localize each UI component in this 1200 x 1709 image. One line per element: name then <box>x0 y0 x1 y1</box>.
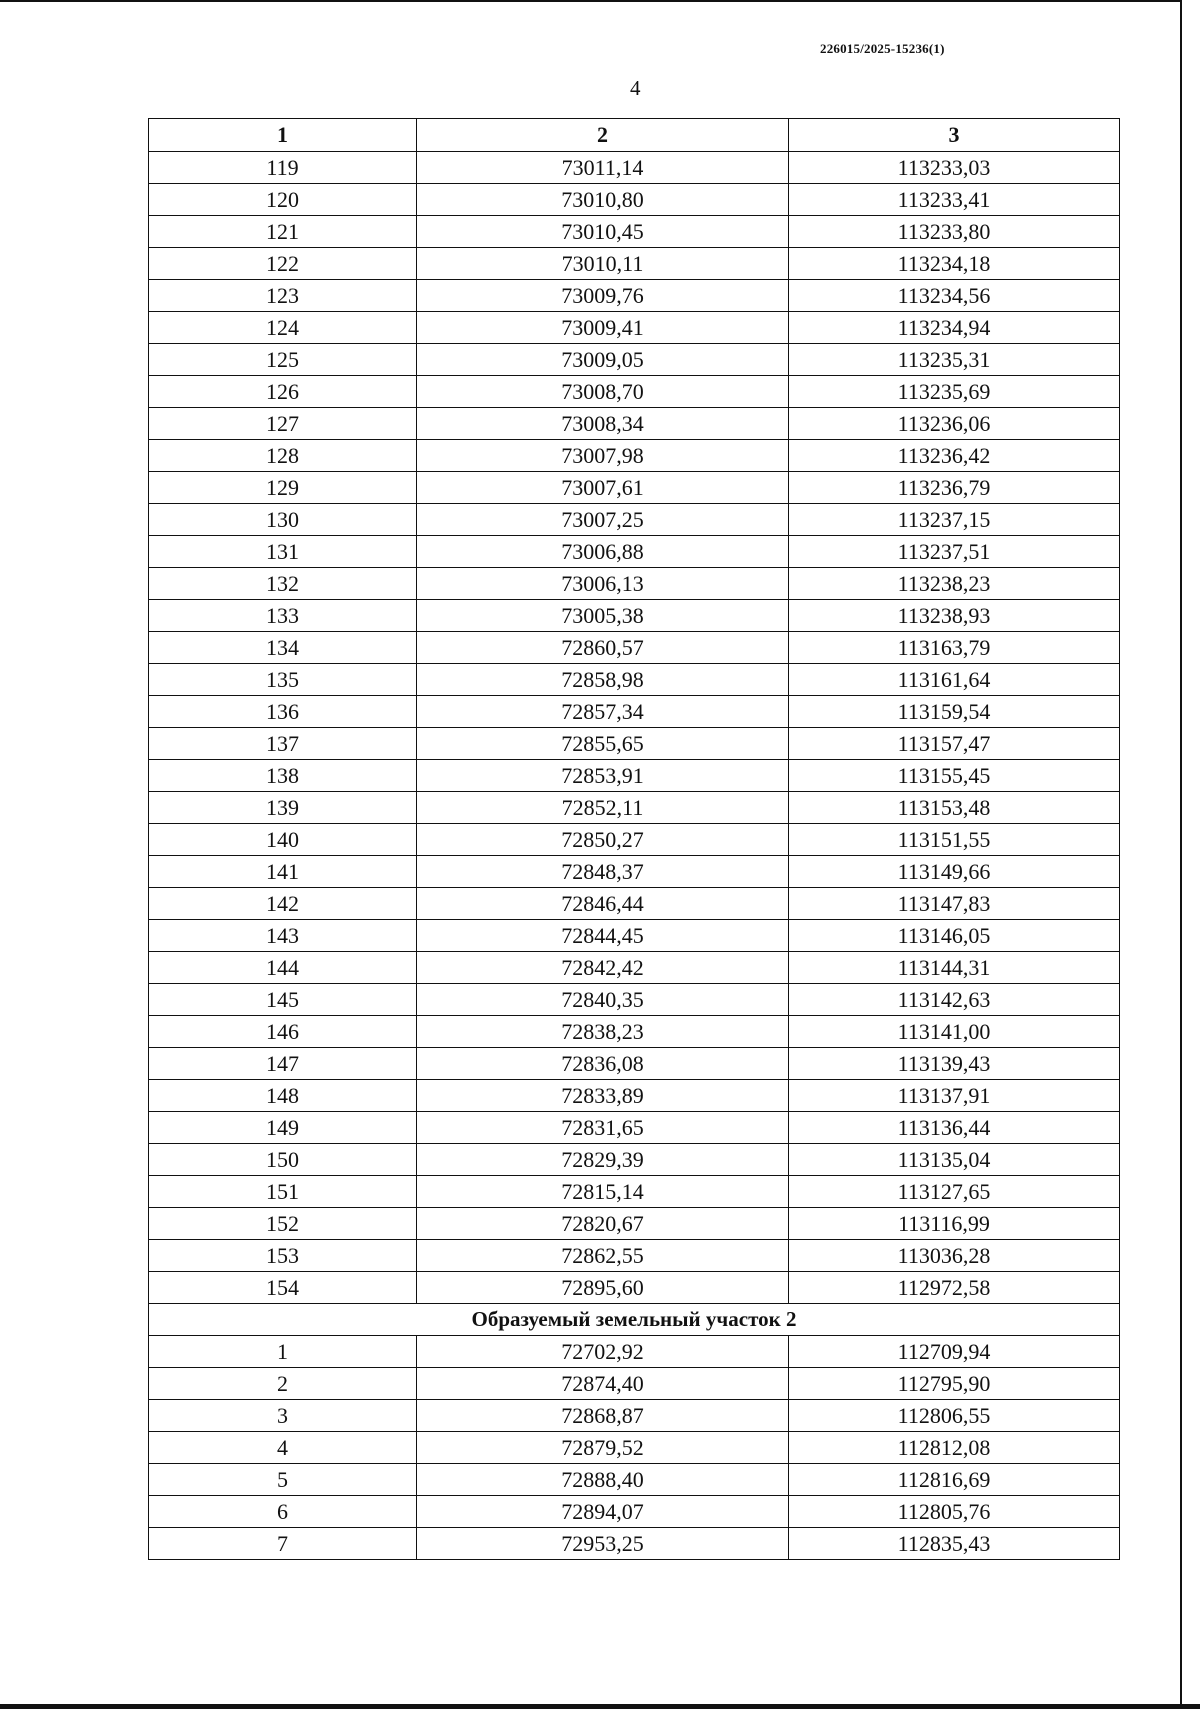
table-row <box>149 312 1120 344</box>
y-coordinate-cell: 113234,18 <box>789 248 1120 280</box>
table-row <box>149 984 1120 1016</box>
table-row <box>149 376 1120 408</box>
point-number-cell: 133 <box>149 600 417 632</box>
x-coordinate-cell: 73007,98 <box>417 440 789 472</box>
x-coordinate-cell: 72953,25 <box>417 1528 789 1560</box>
y-coordinate-cell: 112835,43 <box>789 1528 1120 1560</box>
y-coordinate-cell: 113233,03 <box>789 152 1120 184</box>
table-row <box>149 1240 1120 1272</box>
point-number-cell: 148 <box>149 1080 417 1112</box>
point-number-cell: 142 <box>149 888 417 920</box>
y-coordinate-cell: 113116,99 <box>789 1208 1120 1240</box>
table-row <box>149 280 1120 312</box>
column-header-1: 1 <box>149 119 417 152</box>
y-coordinate-cell: 113163,79 <box>789 632 1120 664</box>
x-coordinate-cell: 72857,34 <box>417 696 789 728</box>
x-coordinate-cell: 72848,37 <box>417 856 789 888</box>
table-row <box>149 472 1120 504</box>
table-row <box>149 920 1120 952</box>
x-coordinate-cell: 72895,60 <box>417 1272 789 1304</box>
table-row <box>149 568 1120 600</box>
page-number: 4 <box>630 76 641 100</box>
table-row <box>149 216 1120 248</box>
table-row <box>149 760 1120 792</box>
x-coordinate-cell: 73010,45 <box>417 216 789 248</box>
point-number-cell: 4 <box>149 1432 417 1464</box>
table-row <box>149 1048 1120 1080</box>
table-row <box>149 408 1120 440</box>
x-coordinate-cell: 72844,45 <box>417 920 789 952</box>
y-coordinate-cell: 113236,42 <box>789 440 1120 472</box>
table-row <box>149 344 1120 376</box>
table-row <box>149 632 1120 664</box>
table-row <box>149 536 1120 568</box>
point-number-cell: 120 <box>149 184 417 216</box>
table-row <box>149 952 1120 984</box>
header-row <box>149 119 1120 152</box>
x-coordinate-cell: 72831,65 <box>417 1112 789 1144</box>
point-number-cell: 147 <box>149 1048 417 1080</box>
x-coordinate-cell: 73009,76 <box>417 280 789 312</box>
table-row <box>149 1432 1120 1464</box>
y-coordinate-cell: 113235,31 <box>789 344 1120 376</box>
point-number-cell: 122 <box>149 248 417 280</box>
column-header-3: 3 <box>789 119 1120 152</box>
y-coordinate-cell: 113146,05 <box>789 920 1120 952</box>
x-coordinate-cell: 72833,89 <box>417 1080 789 1112</box>
table-row <box>149 728 1120 760</box>
x-coordinate-cell: 72838,23 <box>417 1016 789 1048</box>
table-row <box>149 248 1120 280</box>
point-number-cell: 149 <box>149 1112 417 1144</box>
x-coordinate-cell: 72850,27 <box>417 824 789 856</box>
y-coordinate-cell: 113135,04 <box>789 1144 1120 1176</box>
x-coordinate-cell: 72842,42 <box>417 952 789 984</box>
section-title: Образуемый земельный участок 2 <box>149 1304 1120 1336</box>
table-row <box>149 1528 1120 1560</box>
y-coordinate-cell: 112795,90 <box>789 1368 1120 1400</box>
point-number-cell: 145 <box>149 984 417 1016</box>
x-coordinate-cell: 72862,55 <box>417 1240 789 1272</box>
point-number-cell: 152 <box>149 1208 417 1240</box>
table-row <box>149 792 1120 824</box>
point-number-cell: 3 <box>149 1400 417 1432</box>
y-coordinate-cell: 112812,08 <box>789 1432 1120 1464</box>
point-number-cell: 154 <box>149 1272 417 1304</box>
table-row <box>149 440 1120 472</box>
x-coordinate-cell: 72702,92 <box>417 1336 789 1368</box>
y-coordinate-cell: 113159,54 <box>789 696 1120 728</box>
y-coordinate-cell: 113144,31 <box>789 952 1120 984</box>
y-coordinate-cell: 113238,23 <box>789 568 1120 600</box>
y-coordinate-cell: 113137,91 <box>789 1080 1120 1112</box>
coordinates-table <box>148 118 1120 1560</box>
y-coordinate-cell: 112972,58 <box>789 1272 1120 1304</box>
point-number-cell: 131 <box>149 536 417 568</box>
y-coordinate-cell: 113136,44 <box>789 1112 1120 1144</box>
x-coordinate-cell: 73006,13 <box>417 568 789 600</box>
point-number-cell: 125 <box>149 344 417 376</box>
point-number-cell: 121 <box>149 216 417 248</box>
table-row <box>149 600 1120 632</box>
point-number-cell: 153 <box>149 1240 417 1272</box>
point-number-cell: 137 <box>149 728 417 760</box>
x-coordinate-cell: 72858,98 <box>417 664 789 696</box>
y-coordinate-cell: 113147,83 <box>789 888 1120 920</box>
x-coordinate-cell: 72879,52 <box>417 1432 789 1464</box>
point-number-cell: 129 <box>149 472 417 504</box>
y-coordinate-cell: 112816,69 <box>789 1464 1120 1496</box>
point-number-cell: 135 <box>149 664 417 696</box>
x-coordinate-cell: 72846,44 <box>417 888 789 920</box>
x-coordinate-cell: 72860,57 <box>417 632 789 664</box>
point-number-cell: 130 <box>149 504 417 536</box>
point-number-cell: 151 <box>149 1176 417 1208</box>
table-row <box>149 1368 1120 1400</box>
point-number-cell: 150 <box>149 1144 417 1176</box>
table-row <box>149 824 1120 856</box>
y-coordinate-cell: 113235,69 <box>789 376 1120 408</box>
point-number-cell: 134 <box>149 632 417 664</box>
point-number-cell: 124 <box>149 312 417 344</box>
x-coordinate-cell: 72820,67 <box>417 1208 789 1240</box>
point-number-cell: 146 <box>149 1016 417 1048</box>
y-coordinate-cell: 113155,45 <box>789 760 1120 792</box>
y-coordinate-cell: 113233,80 <box>789 216 1120 248</box>
y-coordinate-cell: 113234,56 <box>789 280 1120 312</box>
y-coordinate-cell: 113141,00 <box>789 1016 1120 1048</box>
y-coordinate-cell: 113153,48 <box>789 792 1120 824</box>
x-coordinate-cell: 72894,07 <box>417 1496 789 1528</box>
table-row <box>149 1464 1120 1496</box>
scan-edge-top <box>0 0 1180 2</box>
x-coordinate-cell: 72888,40 <box>417 1464 789 1496</box>
table-row <box>149 696 1120 728</box>
x-coordinate-cell: 73005,38 <box>417 600 789 632</box>
table-row <box>149 1336 1120 1368</box>
y-coordinate-cell: 113127,65 <box>789 1176 1120 1208</box>
y-coordinate-cell: 113161,64 <box>789 664 1120 696</box>
table-row <box>149 1144 1120 1176</box>
y-coordinate-cell: 113238,93 <box>789 600 1120 632</box>
table-row <box>149 1272 1120 1304</box>
y-coordinate-cell: 113149,66 <box>789 856 1120 888</box>
y-coordinate-cell: 113036,28 <box>789 1240 1120 1272</box>
y-coordinate-cell: 113142,63 <box>789 984 1120 1016</box>
scan-edge-bottom <box>0 1704 1200 1709</box>
x-coordinate-cell: 72815,14 <box>417 1176 789 1208</box>
table-row <box>149 504 1120 536</box>
x-coordinate-cell: 73011,14 <box>417 152 789 184</box>
point-number-cell: 143 <box>149 920 417 952</box>
y-coordinate-cell: 112805,76 <box>789 1496 1120 1528</box>
y-coordinate-cell: 113237,51 <box>789 536 1120 568</box>
y-coordinate-cell: 113237,15 <box>789 504 1120 536</box>
table-row <box>149 1112 1120 1144</box>
table-body <box>149 152 1120 1560</box>
x-coordinate-cell: 73007,25 <box>417 504 789 536</box>
point-number-cell: 144 <box>149 952 417 984</box>
point-number-cell: 5 <box>149 1464 417 1496</box>
point-number-cell: 119 <box>149 152 417 184</box>
x-coordinate-cell: 72853,91 <box>417 760 789 792</box>
column-header-2: 2 <box>417 119 789 152</box>
section-title-row <box>149 1304 1120 1336</box>
x-coordinate-cell: 73008,34 <box>417 408 789 440</box>
x-coordinate-cell: 72836,08 <box>417 1048 789 1080</box>
table-row <box>149 184 1120 216</box>
point-number-cell: 6 <box>149 1496 417 1528</box>
table-row <box>149 152 1120 184</box>
table-row <box>149 856 1120 888</box>
y-coordinate-cell: 113139,43 <box>789 1048 1120 1080</box>
x-coordinate-cell: 73007,61 <box>417 472 789 504</box>
y-coordinate-cell: 112709,94 <box>789 1336 1120 1368</box>
table-row <box>149 1208 1120 1240</box>
point-number-cell: 123 <box>149 280 417 312</box>
point-number-cell: 126 <box>149 376 417 408</box>
point-number-cell: 1 <box>149 1336 417 1368</box>
x-coordinate-cell: 72840,35 <box>417 984 789 1016</box>
document-number: 226015/2025-15236(1) <box>820 41 945 56</box>
x-coordinate-cell: 72868,87 <box>417 1400 789 1432</box>
y-coordinate-cell: 112806,55 <box>789 1400 1120 1432</box>
table-row <box>149 664 1120 696</box>
table-row <box>149 1496 1120 1528</box>
table-header <box>149 119 1120 152</box>
point-number-cell: 140 <box>149 824 417 856</box>
y-coordinate-cell: 113236,79 <box>789 472 1120 504</box>
x-coordinate-cell: 73006,88 <box>417 536 789 568</box>
x-coordinate-cell: 73008,70 <box>417 376 789 408</box>
x-coordinate-cell: 72829,39 <box>417 1144 789 1176</box>
point-number-cell: 128 <box>149 440 417 472</box>
table-row <box>149 888 1120 920</box>
y-coordinate-cell: 113234,94 <box>789 312 1120 344</box>
point-number-cell: 2 <box>149 1368 417 1400</box>
point-number-cell: 141 <box>149 856 417 888</box>
x-coordinate-cell: 73009,41 <box>417 312 789 344</box>
table-row <box>149 1176 1120 1208</box>
table-row <box>149 1080 1120 1112</box>
x-coordinate-cell: 73009,05 <box>417 344 789 376</box>
point-number-cell: 139 <box>149 792 417 824</box>
point-number-cell: 7 <box>149 1528 417 1560</box>
x-coordinate-cell: 72874,40 <box>417 1368 789 1400</box>
y-coordinate-cell: 113157,47 <box>789 728 1120 760</box>
point-number-cell: 136 <box>149 696 417 728</box>
point-number-cell: 132 <box>149 568 417 600</box>
table-row <box>149 1400 1120 1432</box>
x-coordinate-cell: 72855,65 <box>417 728 789 760</box>
scan-edge-right <box>1180 0 1182 1709</box>
y-coordinate-cell: 113236,06 <box>789 408 1120 440</box>
point-number-cell: 127 <box>149 408 417 440</box>
y-coordinate-cell: 113233,41 <box>789 184 1120 216</box>
x-coordinate-cell: 73010,80 <box>417 184 789 216</box>
table-row <box>149 1016 1120 1048</box>
x-coordinate-cell: 72852,11 <box>417 792 789 824</box>
x-coordinate-cell: 73010,11 <box>417 248 789 280</box>
y-coordinate-cell: 113151,55 <box>789 824 1120 856</box>
point-number-cell: 138 <box>149 760 417 792</box>
